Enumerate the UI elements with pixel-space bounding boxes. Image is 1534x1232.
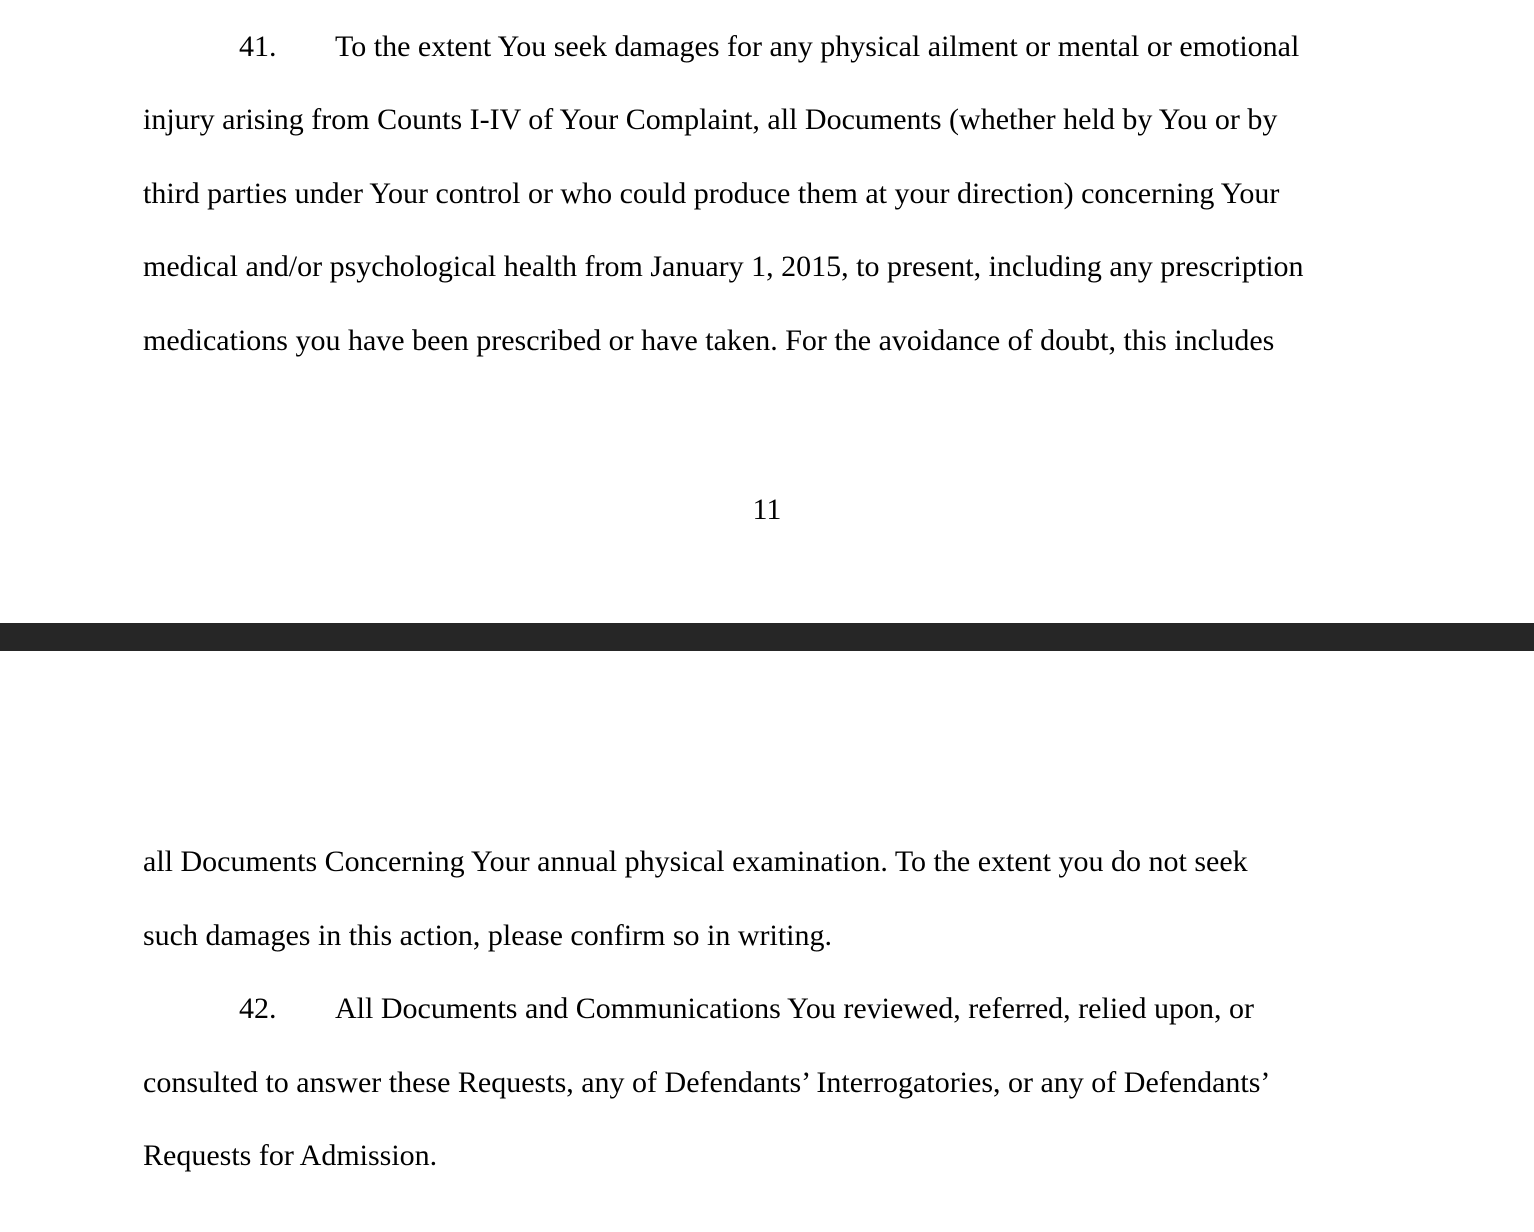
paragraph-line: medical and/or psychological health from January 1, 2015, to present, including any prescription <box>143 250 1304 283</box>
paragraph-line: Requests for Admission. <box>143 1139 438 1172</box>
paragraph-number: 42. <box>239 992 277 1025</box>
paragraph-number: 41. <box>239 30 277 63</box>
page-number: 11 <box>752 493 782 526</box>
paragraph-line: such damages in this action, please confirm so in writing. <box>143 919 833 952</box>
paragraph-first-line: All Documents and Communications You reviewed, referred, relied upon, or <box>335 992 1254 1025</box>
paragraph-line: consulted to answer these Requests, any of Defendants’ Interrogatories, or any of Defendants’ <box>143 1066 1271 1099</box>
paragraph-line: injury arising from Counts I-IV of Your Complaint, all Documents (whether held by You or by <box>143 103 1278 136</box>
paragraph-first-line: To the extent You seek damages for any physical ailment or mental or emotional <box>335 30 1300 63</box>
page-break-divider <box>0 623 1534 651</box>
paragraph-line: third parties under Your control or who could produce them at your direction) concerning Your <box>143 177 1280 210</box>
paragraph-line: all Documents Concerning Your annual physical examination. To the extent you do not seek <box>143 845 1248 878</box>
paragraph-line: medications you have been prescribed or have taken. For the avoidance of doubt, this includes <box>143 324 1275 357</box>
